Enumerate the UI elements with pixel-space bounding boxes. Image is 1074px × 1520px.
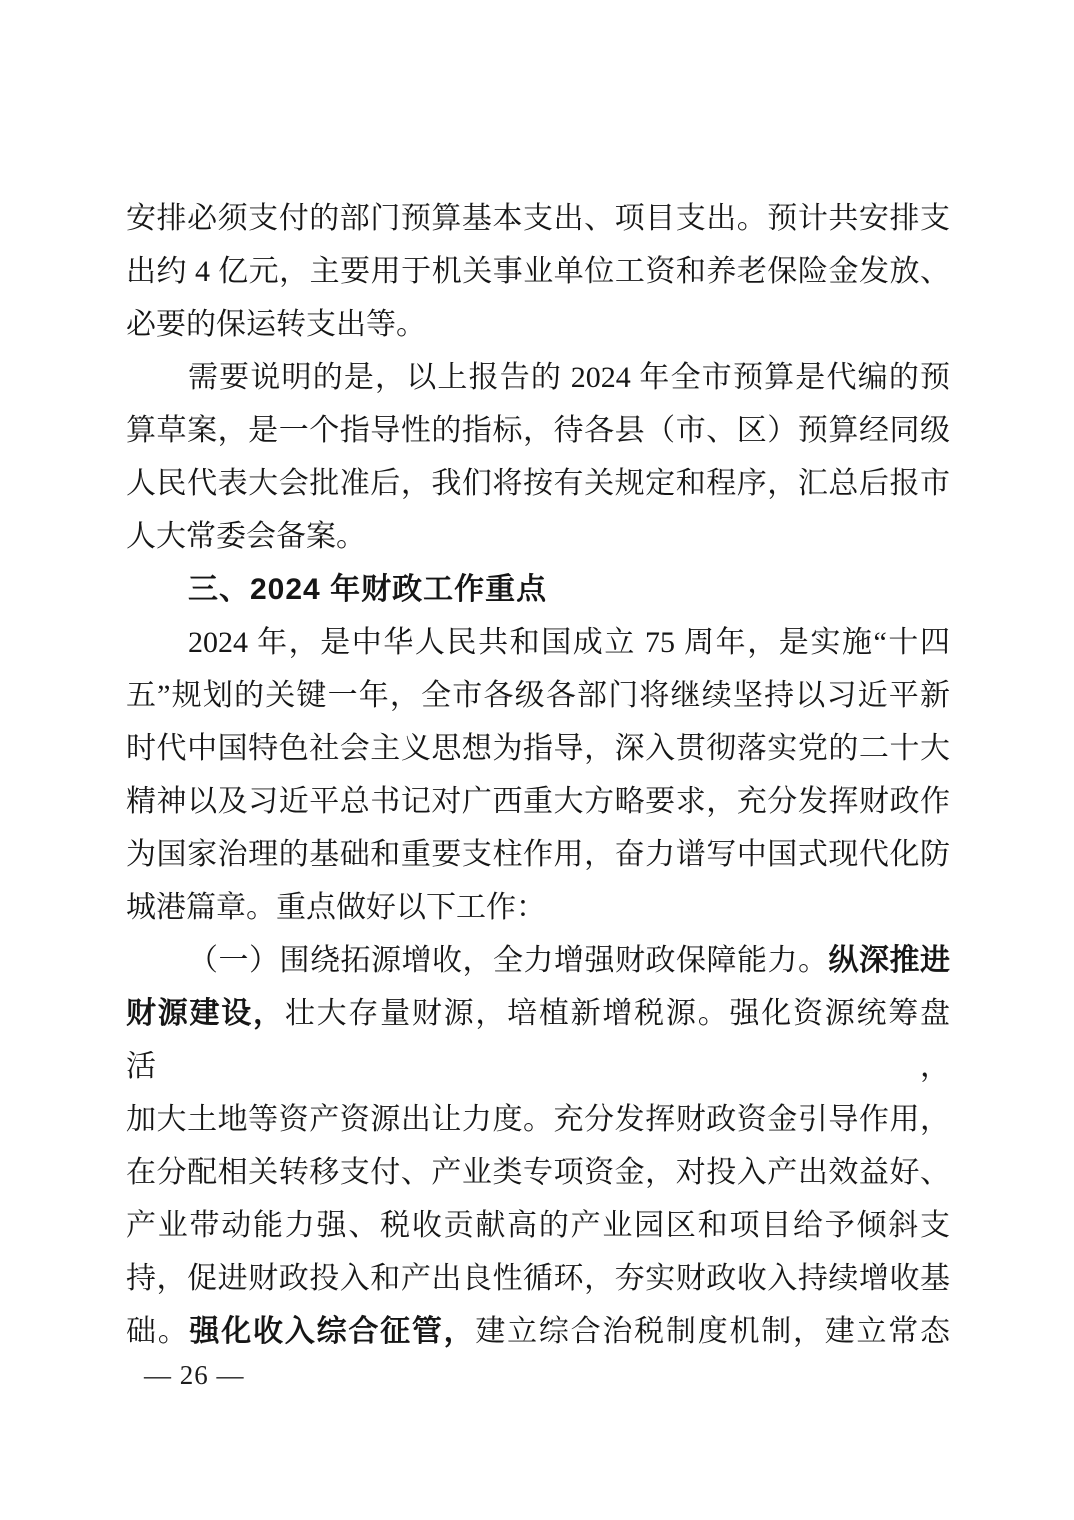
text-line <box>126 510 950 563</box>
body-text: 人民代表大会批准后，我们将按有关规定和程序，汇总后报市 <box>126 467 950 500</box>
body-text: 壮大存量财源，培植新增税源。强化资源统筹盘活， <box>126 997 951 1083</box>
page-number: — 26 — <box>144 1360 245 1390</box>
text-line <box>126 775 950 828</box>
body-text: 础。 <box>126 1315 190 1348</box>
emphasis-text: 三、2024 年财政工作重点 <box>188 573 548 606</box>
emphasis-text: 财源建设， <box>126 997 285 1030</box>
text-line <box>126 1199 950 1252</box>
text-line <box>126 1093 950 1146</box>
text-line <box>126 245 950 298</box>
body-text: 持，促进财政投入和产出良性循环，夯实财政收入持续增收基 <box>126 1262 950 1295</box>
text-line <box>126 722 950 775</box>
body-text: 建立综合治税制度机制，建立常态 <box>475 1315 951 1348</box>
text-line <box>126 192 950 245</box>
body-text: 为国家治理的基础和重要支柱作用，奋力谱写中国式现代化防 <box>126 838 950 871</box>
body-text: （一）围绕拓源增收，全力增强财政保障能力。 <box>188 944 829 977</box>
body-text: 出约 4 亿元，主要用于机关事业单位工资和养老保险金发放、 <box>126 255 950 288</box>
page-footer <box>144 1360 245 1391</box>
text-line <box>126 669 950 722</box>
text-line <box>126 828 950 881</box>
text-line <box>126 351 950 404</box>
body-text: 加大土地等资产资源出让力度。充分发挥财政资金引导作用， <box>126 1103 950 1136</box>
body-text: 时代中国特色社会主义思想为指导，深入贯彻落实党的二十大 <box>126 732 950 765</box>
text-line <box>126 616 950 669</box>
body-text: 必要的保运转支出等。 <box>126 308 426 341</box>
text-line <box>126 934 950 987</box>
emphasis-text: 纵深推进 <box>828 944 950 977</box>
body-text: 精神以及习近平总书记对广西重大方略要求，充分发挥财政作 <box>126 785 950 818</box>
emphasis-text: 强化收入综合征管， <box>189 1315 476 1348</box>
text-line <box>126 1252 950 1305</box>
body-text: 五”规划的关键一年，全市各级各部门将继续坚持以习近平新 <box>126 679 950 712</box>
text-line <box>126 987 950 1093</box>
body-text: 在分配相关转移支付、产业类专项资金，对投入产出效益好、 <box>126 1156 950 1189</box>
body-text: 2024 年，是中华人民共和国成立 75 周年，是实施“十四 <box>188 626 950 659</box>
body-text: 城港篇章。重点做好以下工作： <box>126 891 546 924</box>
section-heading <box>126 563 950 616</box>
body-text: 需要说明的是，以上报告的 2024 年全市预算是代编的预 <box>188 361 950 394</box>
body-text: 安排必须支付的部门预算基本支出、项目支出。预计共安排支 <box>126 202 950 235</box>
text-line <box>126 1305 950 1358</box>
body-text: 算草案，是一个指导性的指标，待各县（市、区）预算经同级 <box>126 414 950 447</box>
text-line <box>126 298 950 351</box>
body-text: 人大常委会备案。 <box>126 520 366 553</box>
text-line <box>126 1146 950 1199</box>
text-line <box>126 881 950 934</box>
text-line <box>126 457 950 510</box>
body-text: 产业带动能力强、税收贡献高的产业园区和项目给予倾斜支 <box>126 1209 950 1242</box>
document-body <box>126 192 950 1358</box>
text-line <box>126 404 950 457</box>
